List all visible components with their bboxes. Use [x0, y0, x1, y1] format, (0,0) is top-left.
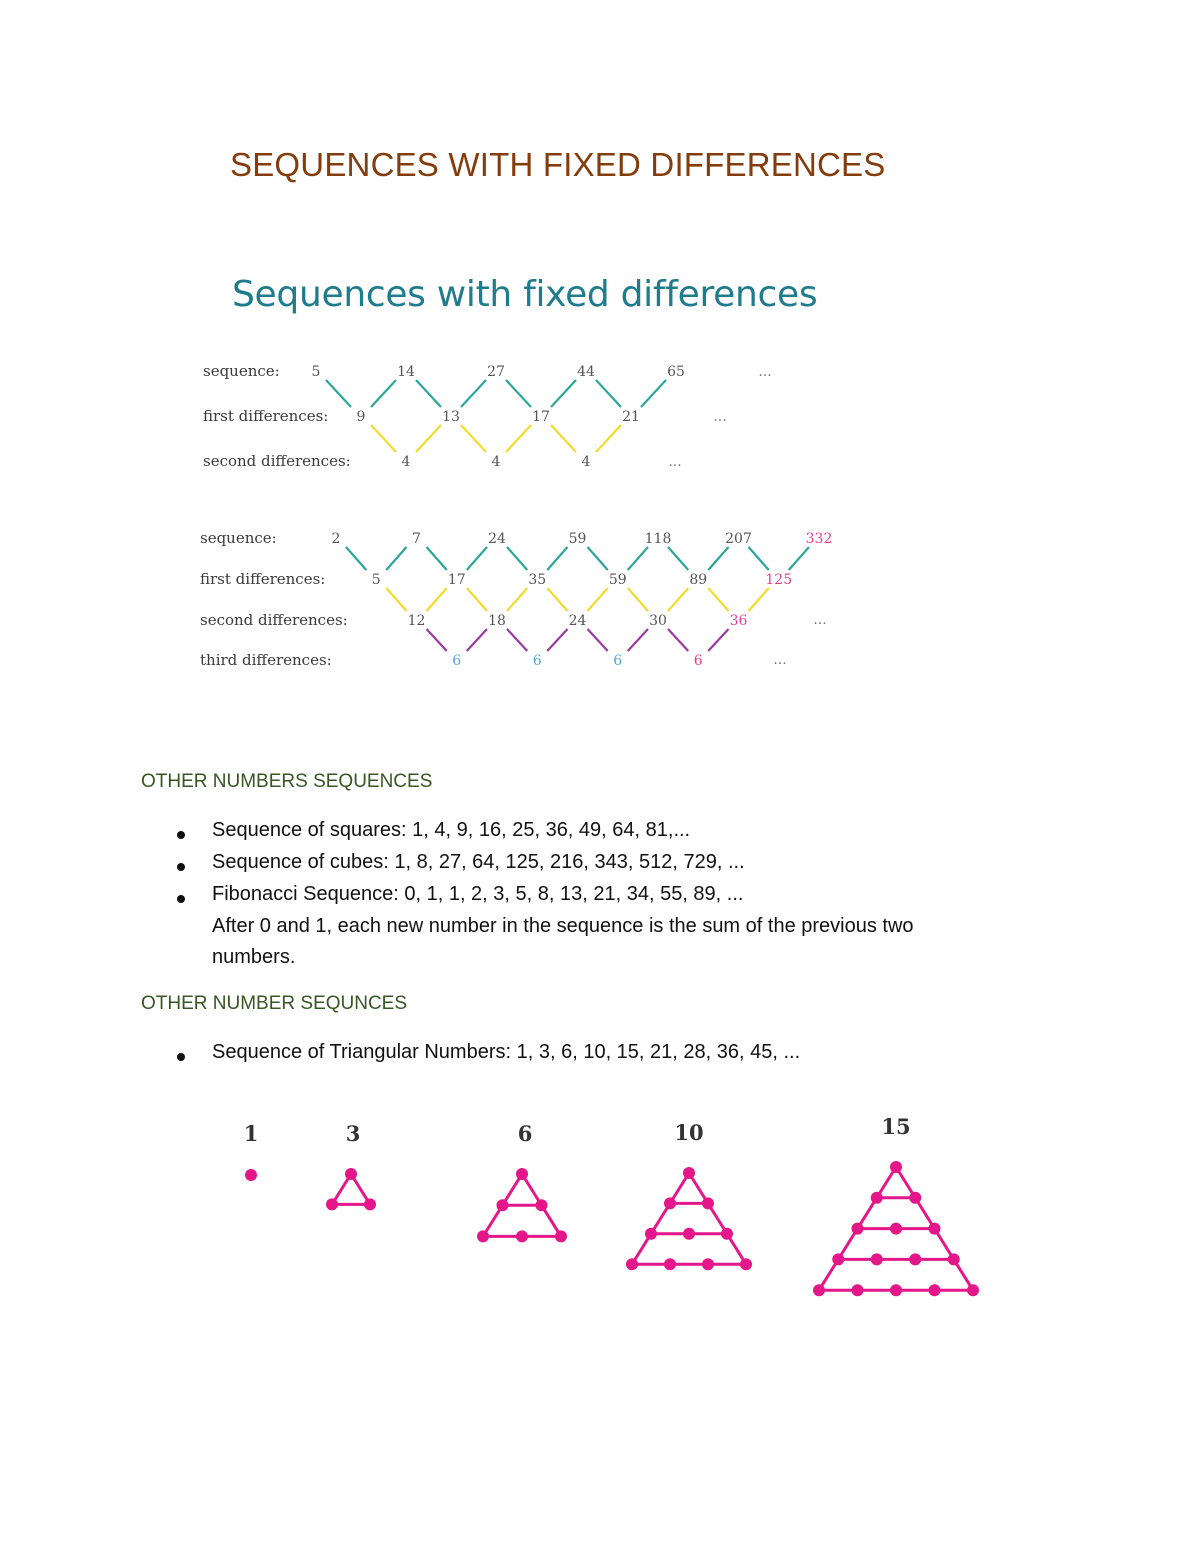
triangle-dot — [740, 1258, 752, 1270]
diagram2-difference-line — [467, 547, 487, 570]
diagram2-difference-line — [507, 547, 527, 570]
diagram2-value: 30 — [649, 613, 667, 629]
diagram1-row-label: sequence: — [203, 362, 280, 380]
section-heading-other-number-sequences: OTHER NUMBER SEQUNCES — [141, 993, 408, 1014]
list-item-text: Fibonacci Sequence: 0, 1, 1, 2, 3, 5, 8, 13, 21, 34, 55, 89, ... — [212, 883, 744, 905]
diagram1-difference-line — [551, 425, 576, 452]
diagram1-difference-line — [416, 425, 441, 452]
triangle-dot — [664, 1258, 676, 1270]
diagram1-value: 65 — [667, 364, 685, 380]
diagram1-value: 44 — [577, 364, 595, 380]
triangle-dot — [245, 1169, 257, 1181]
diagram2-row-label: sequence: — [200, 529, 277, 547]
diagram2-difference-line — [547, 547, 567, 570]
bullet-icon — [177, 895, 185, 903]
diagram2-value: 125 — [765, 572, 793, 588]
diagram2-ellipsis: ... — [773, 652, 787, 668]
diagram2-value: 12 — [407, 613, 426, 629]
triangle-dot — [929, 1223, 941, 1235]
bullet-icon — [177, 1053, 185, 1061]
diagram1-difference-line — [371, 425, 396, 452]
triangle-dot — [516, 1168, 528, 1180]
diagram1-value: 4 — [581, 454, 591, 470]
triangle-dot — [832, 1253, 844, 1265]
diagram2-difference-line — [588, 588, 608, 611]
diagram1-row-label: first differences: — [203, 407, 329, 425]
diagram2-difference-line — [789, 547, 809, 570]
diagram1-difference-line — [551, 380, 576, 407]
bullet-icon — [177, 863, 185, 871]
diagram1-row-label: second differences: — [203, 452, 351, 470]
diagram1-value: 13 — [442, 409, 460, 425]
triangle-dot — [645, 1228, 657, 1240]
section-heading-other-numbers-sequences: OTHER NUMBERS SEQUENCES — [141, 771, 433, 792]
diagram2-row-label: second differences: — [200, 611, 348, 629]
diagram2-difference-line — [427, 588, 447, 611]
triangle-dot — [929, 1284, 941, 1296]
list-item-text: Sequence of Triangular Numbers: 1, 3, 6, 10, 15, 21, 28, 36, 45, ... — [212, 1041, 801, 1063]
bullet-icon — [177, 831, 185, 839]
diagram2-value: 36 — [729, 613, 748, 629]
triangle-label: 6 — [517, 1121, 533, 1146]
diagram2-difference-line — [386, 588, 406, 611]
diagram1-value: 4 — [401, 454, 411, 470]
triangle-dot — [948, 1253, 960, 1265]
diagram2-difference-line — [708, 629, 728, 651]
diagram2-difference-line — [749, 547, 769, 570]
triangle-dot — [326, 1198, 338, 1210]
diagram1-difference-line — [506, 425, 531, 452]
triangle-dot — [909, 1192, 921, 1204]
triangle-dot — [813, 1284, 825, 1296]
diagram2-difference-line — [708, 547, 728, 570]
fibonacci-note: After 0 and 1, each new number in the sequence is the sum of the previous two numbers. — [212, 915, 914, 968]
diagram1-value: 5 — [311, 364, 321, 380]
triangle-dot — [536, 1199, 548, 1211]
diagram1-difference-line — [461, 425, 486, 452]
diagram2-value: 5 — [371, 572, 381, 588]
diagram2-difference-line — [346, 547, 366, 570]
triangle-edge — [632, 1173, 689, 1264]
diagram1-ellipsis: ... — [713, 409, 727, 425]
triangle-dot — [909, 1253, 921, 1265]
diagram2-difference-line — [708, 588, 728, 611]
diagram2-difference-line — [427, 629, 447, 651]
diagram2-value: 2 — [331, 531, 341, 547]
triangle-dot — [702, 1197, 714, 1209]
triangle-dot — [702, 1258, 714, 1270]
diagram1-value: 9 — [356, 409, 366, 425]
diagram2-value: 59 — [608, 572, 627, 588]
diagram1-difference-line — [596, 380, 621, 407]
triangle-dot — [664, 1197, 676, 1209]
diagram2-difference-line — [628, 588, 648, 611]
diagram2-value: 332 — [805, 531, 833, 547]
triangle-dot — [890, 1223, 902, 1235]
difference-diagrams — [0, 0, 1200, 700]
triangle-label: 3 — [345, 1121, 361, 1146]
diagram2-difference-line — [467, 629, 487, 651]
triangle-dot — [626, 1258, 638, 1270]
triangle-edge — [689, 1173, 746, 1264]
diagram2-value: 207 — [725, 531, 752, 547]
diagram1-ellipsis: ... — [668, 454, 682, 470]
document-title: SEQUENCES WITH FIXED DIFFERENCES — [230, 146, 886, 183]
triangle-dot — [852, 1223, 864, 1235]
diagram1-value: 17 — [532, 409, 550, 425]
diagram2-value: 6 — [693, 653, 703, 669]
triangle-dot — [721, 1228, 733, 1240]
triangle-dot — [871, 1192, 883, 1204]
diagram2-difference-line — [547, 629, 567, 651]
diagram2-row-label: first differences: — [200, 570, 326, 588]
diagram2-value: 24 — [568, 613, 587, 629]
diagram1-difference-line — [461, 380, 486, 407]
triangle-dot — [683, 1228, 695, 1240]
diagram1-value: 4 — [491, 454, 501, 470]
diagram2-difference-line — [386, 547, 406, 570]
triangle-dot — [890, 1284, 902, 1296]
figure-title: Sequences with fixed differences — [232, 274, 818, 315]
diagram2-value: 59 — [568, 531, 587, 547]
diagram2-difference-line — [467, 588, 487, 611]
diagram2-value: 6 — [613, 653, 623, 669]
diagram2-value: 35 — [528, 572, 547, 588]
diagram1-difference-line — [371, 380, 396, 407]
triangle-dot — [852, 1284, 864, 1296]
triangle-dot — [497, 1199, 509, 1211]
triangle-label: 1 — [243, 1121, 259, 1146]
diagram2-difference-line — [547, 588, 567, 611]
diagram2-difference-line — [668, 588, 688, 611]
triangle-dot — [683, 1167, 695, 1179]
triangle-dot — [345, 1168, 357, 1180]
triangle-label: 10 — [674, 1120, 704, 1145]
diagram2-value: 6 — [532, 653, 542, 669]
diagram1-value: 27 — [487, 364, 505, 380]
triangle-dot — [967, 1284, 979, 1296]
triangle-dot — [516, 1230, 528, 1242]
triangle-label: 15 — [881, 1114, 911, 1139]
diagram2-row-label: third differences: — [200, 651, 332, 669]
triangular-numbers-figure — [0, 1100, 1200, 1320]
diagram2-difference-line — [588, 629, 608, 651]
triangle-dot — [871, 1253, 883, 1265]
diagram2-difference-line — [507, 629, 527, 651]
diagram1-difference-line — [416, 380, 441, 407]
diagram1-difference-line — [326, 380, 351, 407]
diagram1-difference-line — [506, 380, 531, 407]
list-item-text: Sequence of cubes: 1, 8, 27, 64, 125, 216, 343, 512, 729, ... — [212, 851, 745, 873]
diagram2-value: 89 — [689, 572, 708, 588]
diagram2-difference-line — [749, 588, 769, 611]
diagram2-difference-line — [628, 629, 648, 651]
triangle-dot — [890, 1161, 902, 1173]
diagram1-difference-line — [596, 425, 621, 452]
diagram2-value: 6 — [452, 653, 462, 669]
triangle-dot — [555, 1230, 567, 1242]
diagram1-value: 14 — [397, 364, 415, 380]
diagram2-value: 18 — [488, 613, 506, 629]
list-item-text: Sequence of squares: 1, 4, 9, 16, 25, 36, 49, 64, 81,... — [212, 819, 691, 841]
diagram2-difference-line — [628, 547, 648, 570]
diagram2-value: 17 — [447, 572, 466, 588]
diagram2-value: 7 — [412, 531, 421, 547]
triangle-dot — [477, 1230, 489, 1242]
diagram2-value: 118 — [644, 531, 672, 547]
diagram1-ellipsis: ... — [758, 364, 772, 380]
diagram2-difference-line — [588, 547, 608, 570]
diagram1-difference-line — [641, 380, 666, 407]
diagram2-difference-line — [507, 588, 527, 611]
diagram2-difference-line — [668, 547, 688, 570]
triangle-dot — [364, 1198, 376, 1210]
diagram2-value: 24 — [488, 531, 506, 547]
diagram2-ellipsis: ... — [813, 612, 827, 628]
diagram1-value: 21 — [622, 409, 640, 425]
diagram2-difference-line — [427, 547, 447, 570]
diagram2-difference-line — [668, 629, 688, 651]
